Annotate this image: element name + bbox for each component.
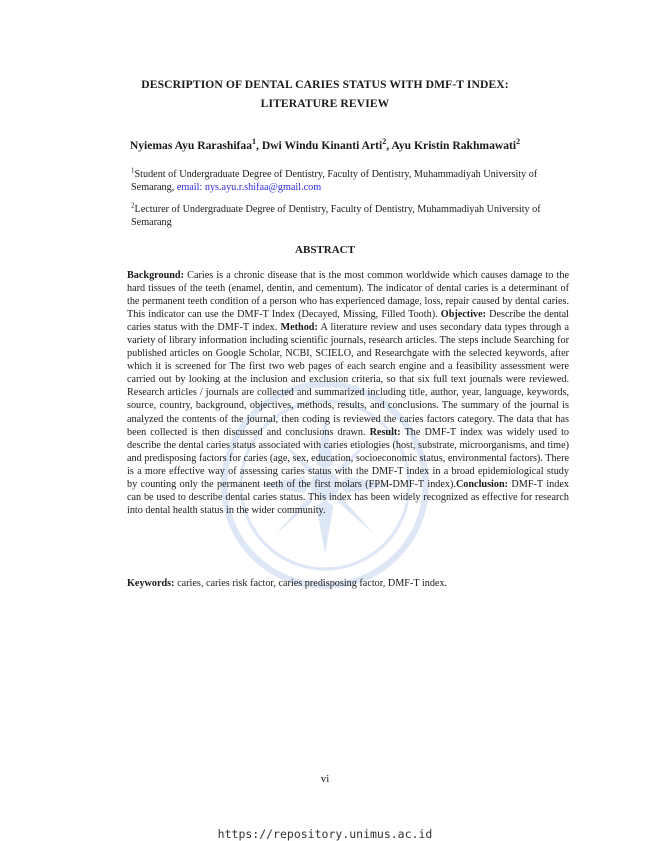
repository-url[interactable]: https://repository.unimus.ac.id (217, 827, 433, 841)
background-text: Caries is a chronic disease that is the most common worldwide which causes damage to the hard tissues of the teeth (enamel, dentin, and cementum). The indicator of dental caries is a determinant of the permanent teeth condition of a person who has experienced damage, loss, repair caused by dental caries. This indicator can use the DMF-T Index (Decayed, Missing, Filled Tooth). (127, 270, 569, 321)
email-link[interactable]: email: nys.ayu.r.shifaa@gmail.com (176, 182, 322, 193)
author-affiliation-marker: 1 (252, 137, 257, 147)
affiliation-text: Lecturer of Undergraduate Degree of Dentistry, Faculty of Dentistry, Muhammadiyah University of Semarang (131, 204, 541, 228)
paper-title-line-2: LITERATURE REVIEW (260, 97, 390, 110)
keywords-label: Keywords: (127, 578, 175, 589)
author-separator: , (256, 139, 262, 152)
background-label: Background: (127, 270, 184, 281)
abstract-body (127, 269, 569, 517)
author-list (60, 139, 590, 152)
method-label: Method: (280, 322, 318, 334)
result-label: Result: (369, 426, 401, 438)
method-text: A literature review and uses secondary data types through a variety of library information including scientific journals, research articles. The steps include Searching for published articles on Google Scholar, NCBI, SCIELO, and Researchgate with the selected keywords, after which it is screened for The first two web pages of each search engine and a feasibility assessment were carried out by looking at the inclusion and exclusion criteria, so that six full text journals were reviewed. Research articles / journals are collected and summarized including title, author, year, language, keywords, source, country, background, objectives, methods, results, and conclusions. The summary of the journal is analyzed the contents of the journal, then coding is reviewed the caries factors category. The data that has been collected is then discussed and conclusions drawn. (127, 322, 569, 438)
keywords-text: caries, caries risk factor, caries predisposing factor, DMF-T index. (174, 578, 448, 589)
affiliation-2 (131, 203, 571, 229)
page-number: vi (320, 773, 330, 785)
objective-label: Objective: (440, 309, 487, 321)
author-name: Nyiemas Ayu Rarashifaa (129, 139, 253, 152)
affiliation-1 (131, 168, 571, 194)
keywords-line (127, 578, 569, 589)
conclusion-label: Conclusion: (455, 478, 509, 490)
author-name: Ayu Kristin Rakhmawati (391, 139, 517, 152)
author-separator: , (386, 139, 392, 152)
author-name: Dwi Windu Kinanti Arti (261, 139, 383, 152)
author-affiliation-marker: 2 (516, 137, 521, 147)
result-text: The DMF-T index was widely used to describe the dental caries status associated with caries etiologies (host, substrate, microorganisms, and time) and predisposing factors for caries (age, sex, education, socioeconomic status, environmental factors). There is a more effective way of assessing caries status with the DMF-T index in a broad epidemiological study by counting only the permanent teeth of the first molars (FPM-DMF-T index). (127, 426, 569, 490)
affiliation-marker: 1 (131, 166, 135, 175)
abstract-heading: ABSTRACT (295, 244, 355, 256)
paper-title-line-1: DESCRIPTION OF DENTAL CARIES STATUS WITH DMF-T INDEX: (141, 78, 509, 91)
objective-text: Describe the dental caries status with the DMF-T index. (127, 309, 569, 334)
conclusion-text: DMF-T index can be used to describe dental caries status. This index has been widely recognized as effective for research into dental health status in the wider community. (127, 478, 569, 516)
author-affiliation-marker: 2 (382, 137, 387, 147)
affiliation-text: Student of Undergraduate Degree of Dentistry, Faculty of Dentistry, Muhammadiyah University of Semarang, (131, 169, 538, 193)
affiliation-marker: 2 (131, 201, 135, 210)
